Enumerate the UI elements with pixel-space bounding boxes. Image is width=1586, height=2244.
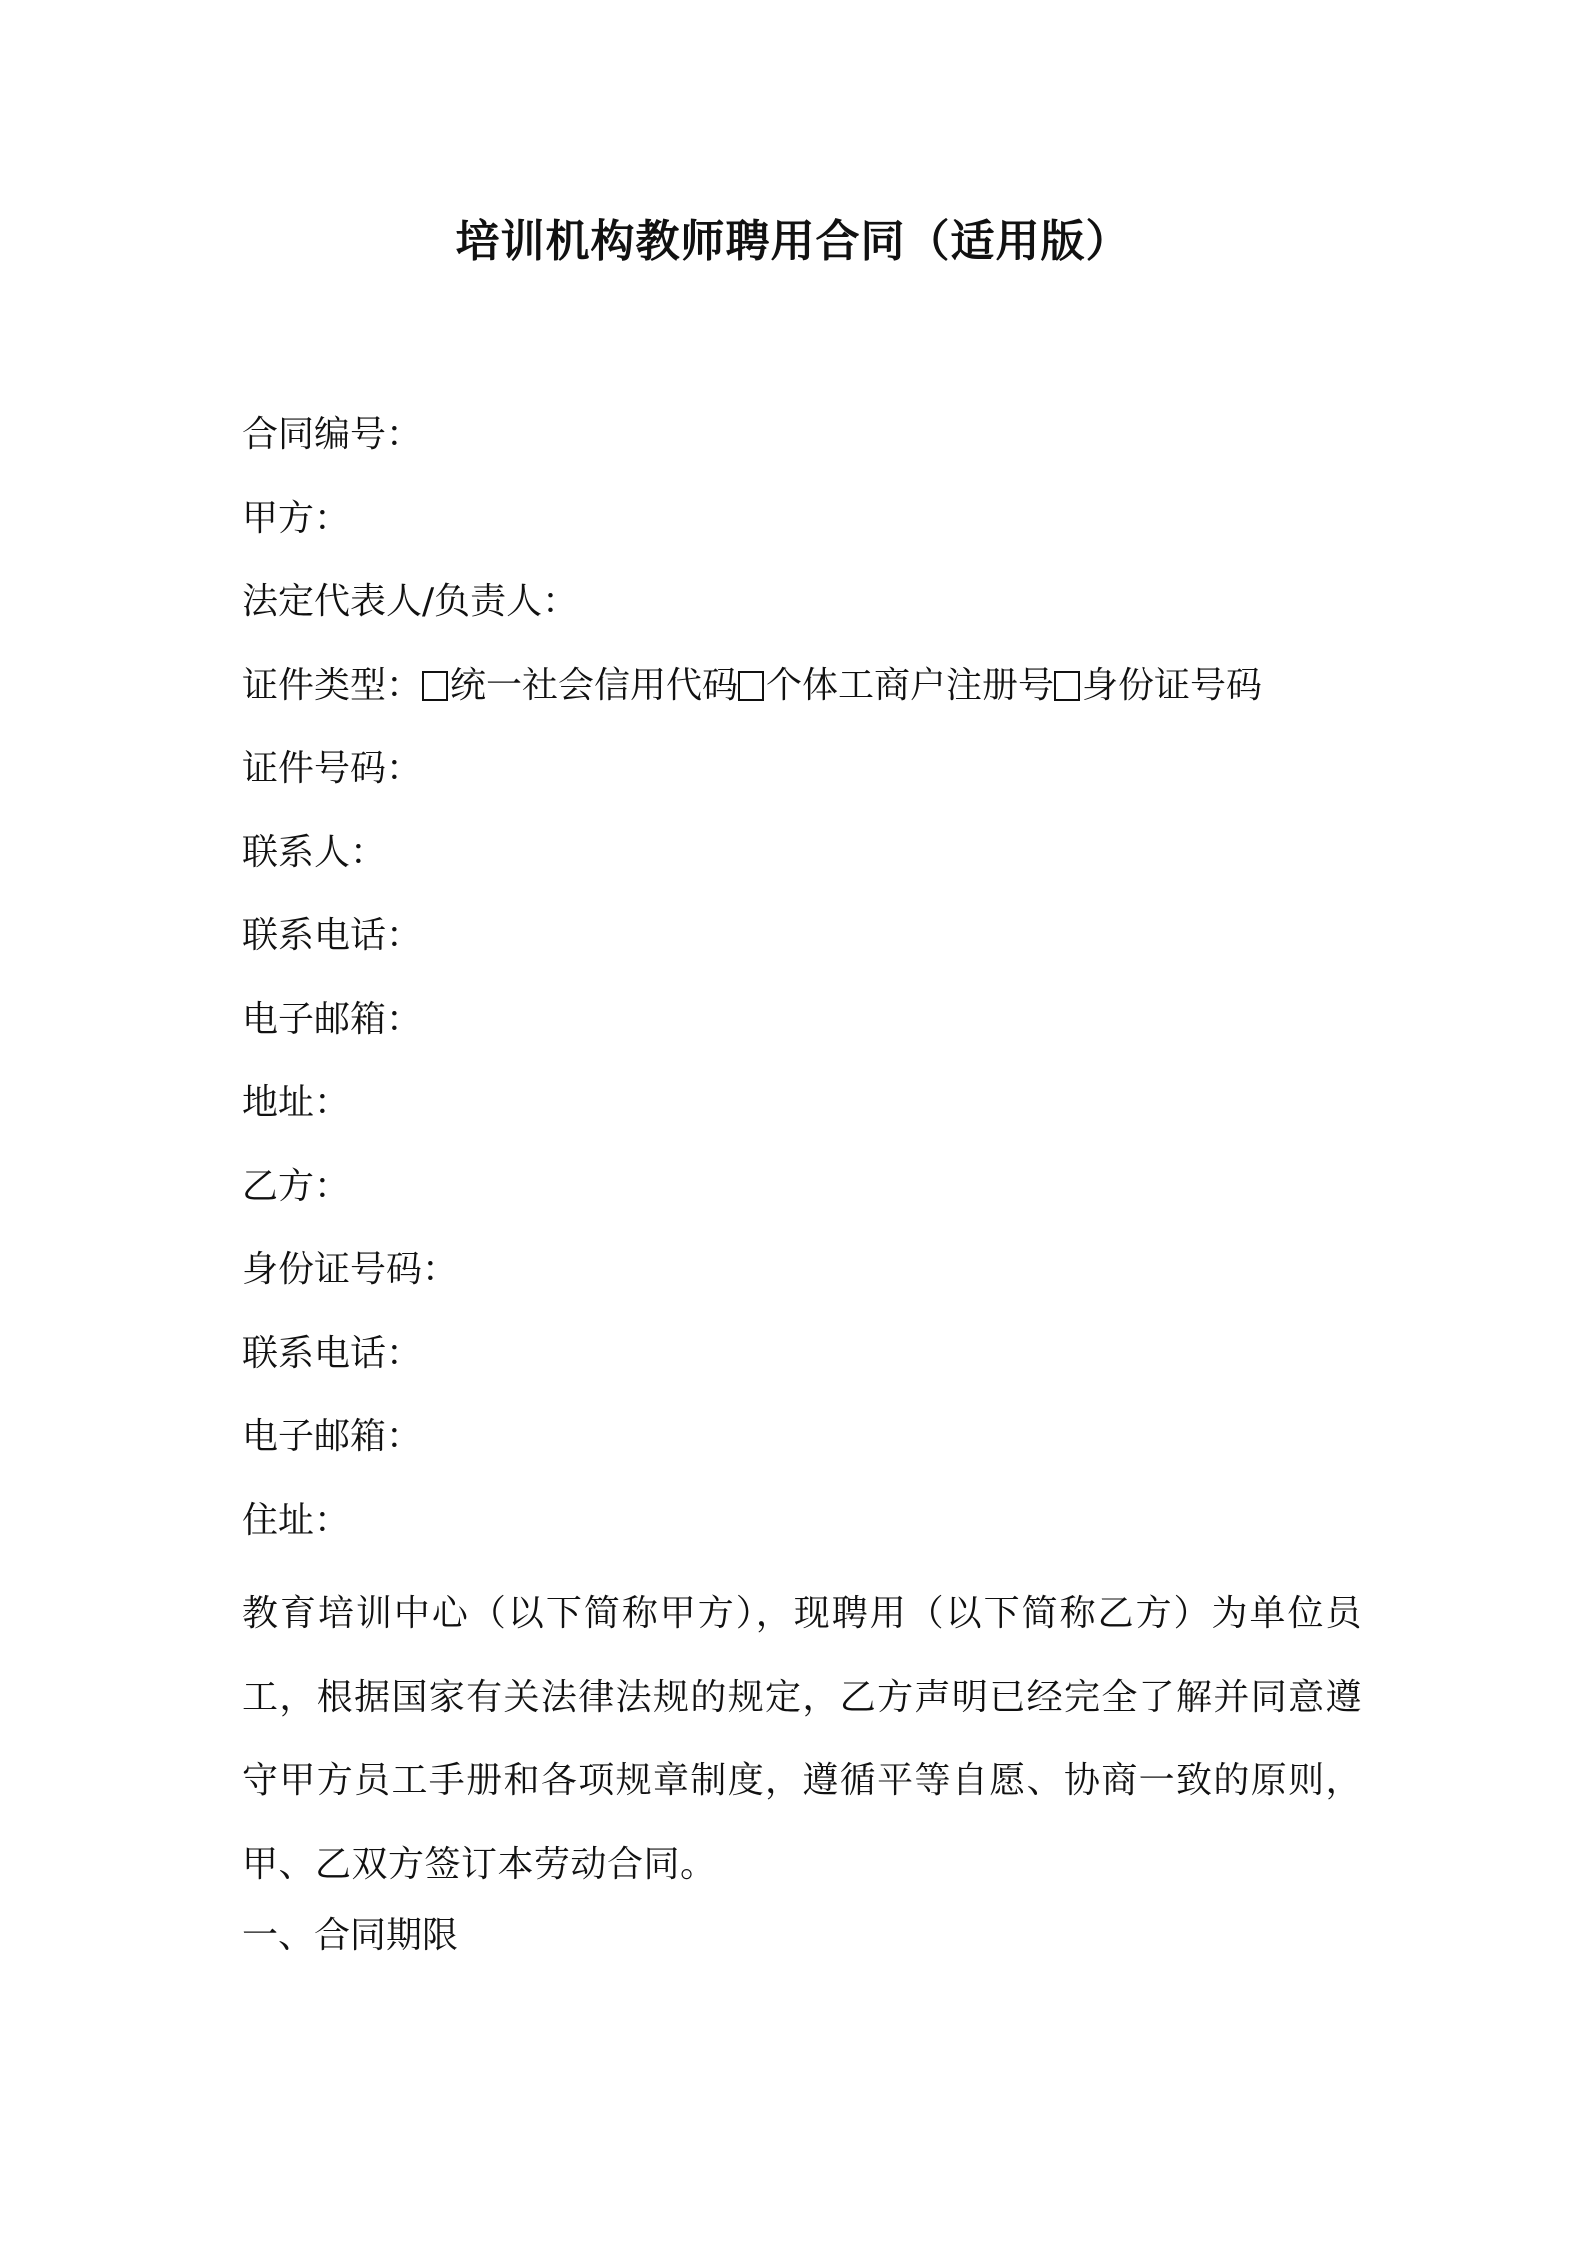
option-label: 统一社会信用代码 xyxy=(450,664,739,706)
legal-representative-field xyxy=(242,572,1362,656)
field-label: 住址： xyxy=(242,1499,351,1541)
party-a-address-field xyxy=(242,1073,1362,1157)
field-label: 合同编号： xyxy=(242,414,423,455)
checkbox-icon[interactable] xyxy=(422,671,448,701)
certificate-option-credit-code[interactable] xyxy=(422,665,738,706)
field-label: 联系电话： xyxy=(242,1332,423,1374)
certificate-option-business-registration[interactable] xyxy=(738,665,1054,706)
option-label: 身份证号码 xyxy=(1082,664,1263,706)
field-label: 证件号码： xyxy=(242,748,423,789)
field-label: 身份证号码： xyxy=(242,1249,459,1290)
party-b-residence-field xyxy=(242,1491,1362,1575)
party-info-fields xyxy=(242,405,1362,1574)
field-label: 证件类型： xyxy=(242,664,423,706)
party-b-field xyxy=(242,1157,1362,1241)
field-label: 电子邮箱： xyxy=(242,998,423,1040)
contact-person-field xyxy=(242,823,1362,907)
field-label: 地址： xyxy=(242,1082,351,1123)
field-label: 电子邮箱： xyxy=(242,1416,423,1457)
certificate-number-field xyxy=(242,739,1362,823)
certificate-type-field xyxy=(242,656,1362,740)
certificate-option-id-number[interactable] xyxy=(1054,665,1262,706)
intro-paragraph: 教育培训中心（以下简称甲方），现聘用（以下简称乙方）为单位员工，根据国家有关法律法规的规定，乙方声明已经完全了解并同意遵守甲方员工手册和各项规章制度，遵循平等自愿、协商一致的原则，甲、乙双方签订本劳动合同。 xyxy=(242,1593,1362,1885)
option-label: 个体工商户注册号 xyxy=(766,664,1055,706)
party-a-field xyxy=(242,489,1362,573)
checkbox-icon[interactable] xyxy=(1054,671,1080,701)
page-title: 培训机构教师聘用合同（适用版） xyxy=(455,216,1131,267)
contract-number-field xyxy=(242,405,1362,489)
field-label: 联系人： xyxy=(242,831,387,873)
party-a-phone-field xyxy=(242,906,1362,990)
field-label: 联系电话： xyxy=(242,915,423,956)
section-heading-contract-term: 一、合同期限 xyxy=(242,1915,459,1956)
field-label: 乙方： xyxy=(242,1165,351,1207)
party-b-phone-field xyxy=(242,1324,1362,1408)
party-b-id-number-field xyxy=(242,1240,1362,1324)
field-label: 法定代表人/负责人： xyxy=(242,581,579,622)
party-b-email-field xyxy=(242,1407,1362,1491)
checkbox-icon[interactable] xyxy=(738,671,764,701)
party-a-email-field xyxy=(242,990,1362,1074)
field-label: 甲方： xyxy=(242,497,351,539)
